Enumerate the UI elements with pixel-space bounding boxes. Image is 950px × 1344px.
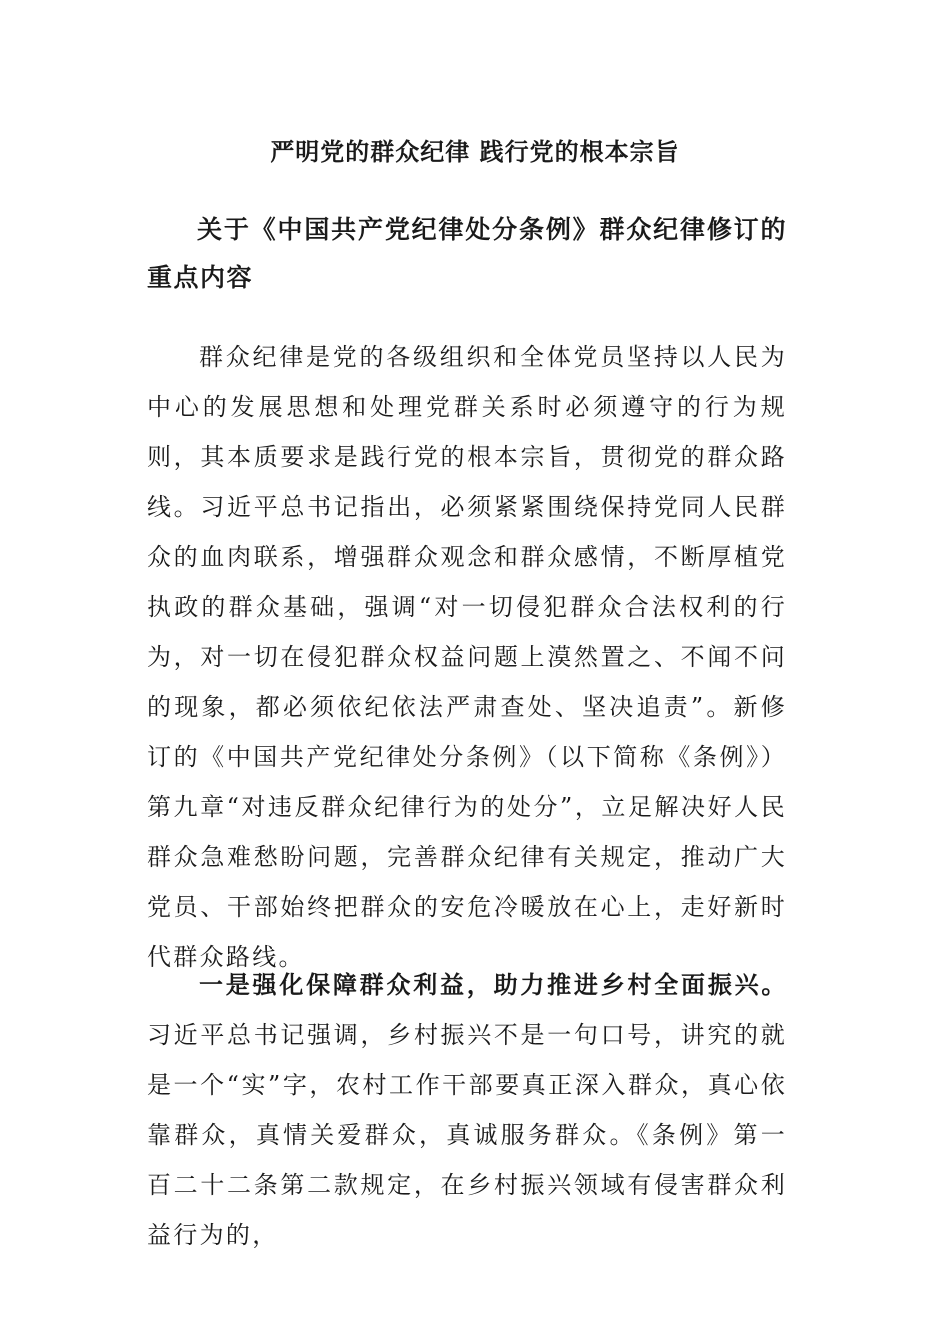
- body-paragraph-2: [147, 960, 787, 1260]
- document-title: 严明党的群众纪律 践行党的根本宗旨: [270, 138, 680, 166]
- paragraph-2-text: 习近平总书记强调，乡村振兴不是一句口号，讲究的就是一个“实”字，农村工作干部要真正深入群众，真心依靠群众，真情关爱群众，真诚服务群众。《条例》第一百二十二条第二款规定，在乡村振兴领域有侵害群众利益行为的，: [147, 1021, 787, 1249]
- document-subtitle: 关于《中国共产党纪律处分条例》群众纪律修订的重点内容: [147, 215, 787, 292]
- body-paragraph-1: [147, 332, 787, 982]
- paragraph-1-text: 群众纪律是党的各级组织和全体党员坚持以人民为中心的发展思想和处理党群关系时必须遵守的行为规则，其本质要求是践行党的根本宗旨，贯彻党的群众路线。习近平总书记指出，必须紧紧围绕保持党同人民群众的血肉联系，增强群众观念和群众感情，不断厚植党执政的群众基础，强调“对一切侵犯群众合法权利的行为，对一切在侵犯群众权益问题上漠然置之、不闻不问的现象，都必须依纪依法严肃查处、坚决追责”。新修订的《中国共产党纪律处分条例》（以下简称《条例》）第九章“对违反群众纪律行为的处分”，立足解决好人民群众急难愁盼问题，完善群众纪律有关规定，推动广大党员、干部始终把群众的安危冷暖放在心上，走好新时代群众路线。: [147, 343, 787, 971]
- paragraph-2-lead: 一是强化保障群众利益，助力推进乡村全面振兴。: [199, 971, 787, 999]
